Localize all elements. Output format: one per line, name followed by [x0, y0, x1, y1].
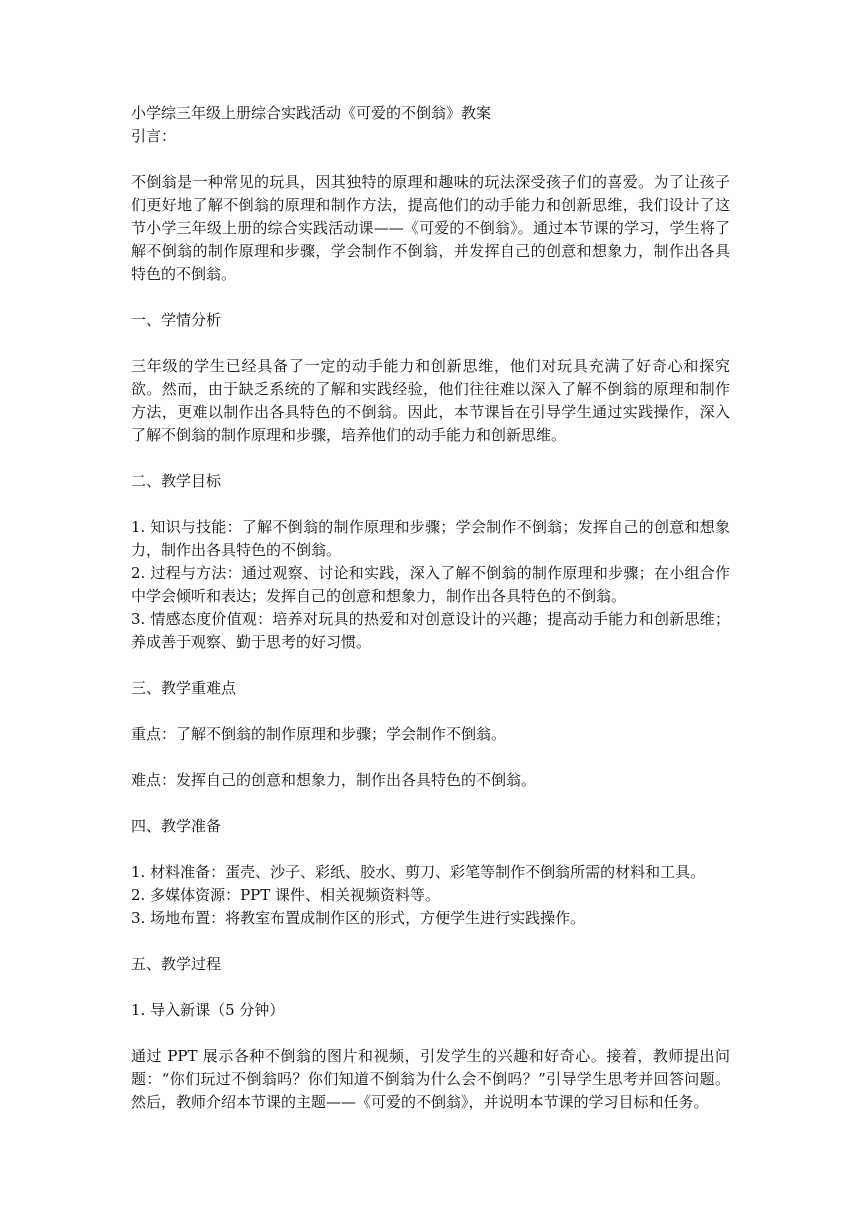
- document-title: 小学综三年级上册综合实践活动《可爱的不倒翁》教案: [131, 104, 492, 122]
- section-heading-objectives: 二、教学目标: [131, 472, 222, 490]
- student-analysis-paragraph: 三年级的学生已经具备了一定的动手能力和创新思维，他们对玩具充满了好奇心和探究欲。然而，由于缺乏系统的了解和实践经验，他们往往难以深入了解不倒翁的原理和制作方法，更难以制作出各具特色的不倒翁。因此，本节课旨在引导学生通过实践操作，深入了解不倒翁的制作原理和步骤，培养他们的动手能力和创新思维。: [131, 357, 730, 444]
- intro-label: 引言：: [131, 127, 177, 145]
- difficult-point: 难点：发挥自己的创意和想象力，制作出各具特色的不倒翁。: [131, 771, 537, 789]
- section-heading-student-analysis: 一、学情分析: [131, 311, 222, 329]
- intro-paragraph: 不倒翁是一种常见的玩具，因其独特的原理和趣味的玩法深受孩子们的喜爱。为了让孩子们更好地了解不倒翁的原理和制作方法，提高他们的动手能力和创新思维，我们设计了这节小学三年级上册的综合实践活动课——《可爱的不倒翁》。通过本节课的学习，学生将了解不倒翁的制作原理和步骤，学会制作不倒翁，并发挥自己的创意和想象力，制作出各具特色的不倒翁。: [131, 173, 730, 283]
- objective-item: 1. 知识与技能：了解不倒翁的制作原理和步骤；学会制作不倒翁；发挥自己的创意和想象力，制作出各具特色的不倒翁。: [131, 518, 730, 559]
- process-paragraph: 通过 PPT 展示各种不倒翁的图片和视频，引发学生的兴趣和好奇心。接着，教师提出问题：“你们玩过不倒翁吗？你们知道不倒翁为什么会不倒吗？”引导学生思考并回答问题。然后，教师介绍本节课的主题——《可爱的不倒翁》，并说明本节课的学习目标和任务。: [131, 1047, 730, 1111]
- section-heading-key-difficulties: 三、教学重难点: [131, 679, 237, 697]
- key-point: 重点：了解不倒翁的制作原理和步骤；学会制作不倒翁。: [131, 725, 507, 743]
- preparation-item: 3. 场地布置：将教室布置成制作区的形式，方便学生进行实践操作。: [131, 909, 586, 927]
- objective-item: 2. 过程与方法：通过观察、讨论和实践，深入了解不倒翁的制作原理和步骤；在小组合作中学会倾听和表达；发挥自己的创意和想象力，制作出各具特色的不倒翁。: [131, 564, 730, 605]
- objective-item: 3. 情感态度价值观：培养对玩具的热爱和对创意设计的兴趣；提高动手能力和创新思维；养成善于观察、勤于思考的好习惯。: [131, 610, 730, 651]
- process-subheading: 1. 导入新课（5 分钟）: [131, 1001, 285, 1019]
- section-heading-preparation: 四、教学准备: [131, 817, 222, 835]
- section-heading-process: 五、教学过程: [131, 955, 222, 973]
- preparation-item: 2. 多媒体资源：PPT 课件、相关视频资料等。: [131, 886, 441, 904]
- preparation-item: 1. 材料准备：蛋壳、沙子、彩纸、胶水、剪刀、彩笔等制作不倒翁所需的材料和工具。: [131, 863, 706, 881]
